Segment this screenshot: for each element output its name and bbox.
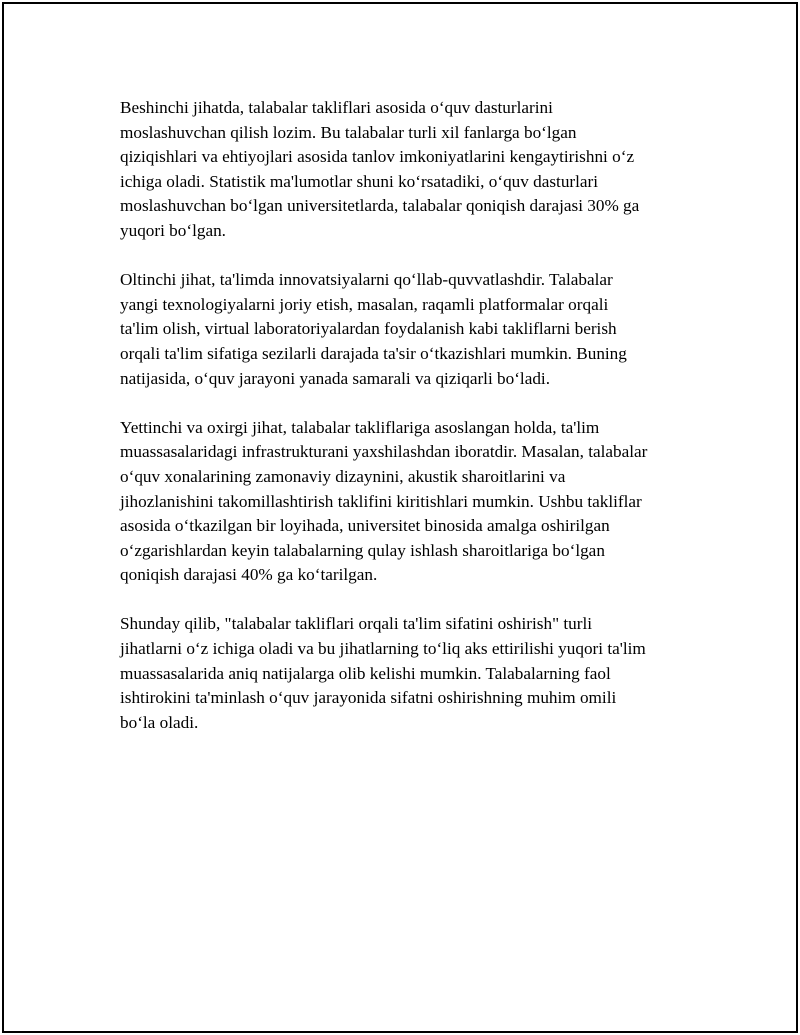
text-line: moslashuvchan qilish lozim. Bu talabalar turli xil fanlarga bo‘lgan: [120, 122, 577, 142]
text-line: orqali ta'lim sifatiga sezilarli darajada ta'sir o‘tkazishlari mumkin. Buning: [120, 343, 627, 363]
text-line: moslashuvchan bo‘lgan universitetlarda, talabalar qoniqish darajasi 30% ga: [120, 196, 640, 216]
text-line: qiziqishlari va ehtiyojlari asosida tanlov imkoniyatlarini kengaytirishni o‘z: [120, 147, 635, 167]
paragraph-yettinchi-jihat: [120, 416, 692, 588]
document-body: [120, 96, 692, 760]
document-page: [2, 2, 798, 1033]
text-line: Yettinchi va oxirgi jihat, talabalar takliflariga asoslangan holda, ta'lim: [120, 417, 600, 437]
paragraph-xulosa: [120, 612, 692, 735]
text-line: muassasalarida aniq natijalarga olib kelishi mumkin. Talabalarning faol: [120, 663, 611, 683]
text-line: asosida o‘tkazilgan bir loyihada, universitet binosida amalga oshirilgan: [120, 516, 610, 536]
text-line: yangi texnologiyalarni joriy etish, masalan, raqamli platformalar orqali: [120, 294, 609, 314]
text-line: o‘quv xonalarining zamonaviy dizaynini, akustik sharoitlarini va: [120, 466, 566, 486]
paragraph-oltinchi-jihat: [120, 268, 692, 391]
text-line: ishtirokini ta'minlash o‘quv jarayonida sifatni oshirishning muhim omili: [120, 688, 617, 708]
text-line: qoniqish darajasi 40% ga ko‘tarilgan.: [120, 565, 378, 585]
text-line: o‘zgarishlardan keyin talabalarning qulay ishlash sharoitlariga bo‘lgan: [120, 540, 605, 560]
text-line: Oltinchi jihat, ta'limda innovatsiyalarni qo‘llab-quvvatlashdir. Talabalar: [120, 270, 613, 290]
text-line: jihatlarni o‘z ichiga oladi va bu jihatlarning to‘liq aks ettirilishi yuqori ta'lim: [120, 639, 646, 659]
paragraph-beshinchi-jihat: [120, 96, 692, 244]
text-line: natijasida, o‘quv jarayoni yanada samarali va qiziqarli bo‘ladi.: [120, 368, 551, 388]
text-line: bo‘la oladi.: [120, 712, 199, 732]
text-line: jihozlanishini takomillashtirish taklifini kiritishlari mumkin. Ushbu takliflar: [120, 491, 642, 511]
text-line: ichiga oladi. Statistik ma'lumotlar shuni ko‘rsatadiki, o‘quv dasturlari: [120, 171, 599, 191]
text-line: muassasalaridagi infrastrukturani yaxshilashdan iboratdir. Masalan, talabalar: [120, 442, 648, 462]
text-line: Shunday qilib, "talabalar takliflari orqali ta'lim sifatini oshirish" turli: [120, 614, 593, 634]
text-line: yuqori bo‘lgan.: [120, 220, 226, 240]
text-line: Beshinchi jihatda, talabalar takliflari asosida o‘quv dasturlarini: [120, 98, 553, 117]
text-line: ta'lim olish, virtual laboratoriyalardan foydalanish kabi takliflarni berish: [120, 319, 617, 339]
